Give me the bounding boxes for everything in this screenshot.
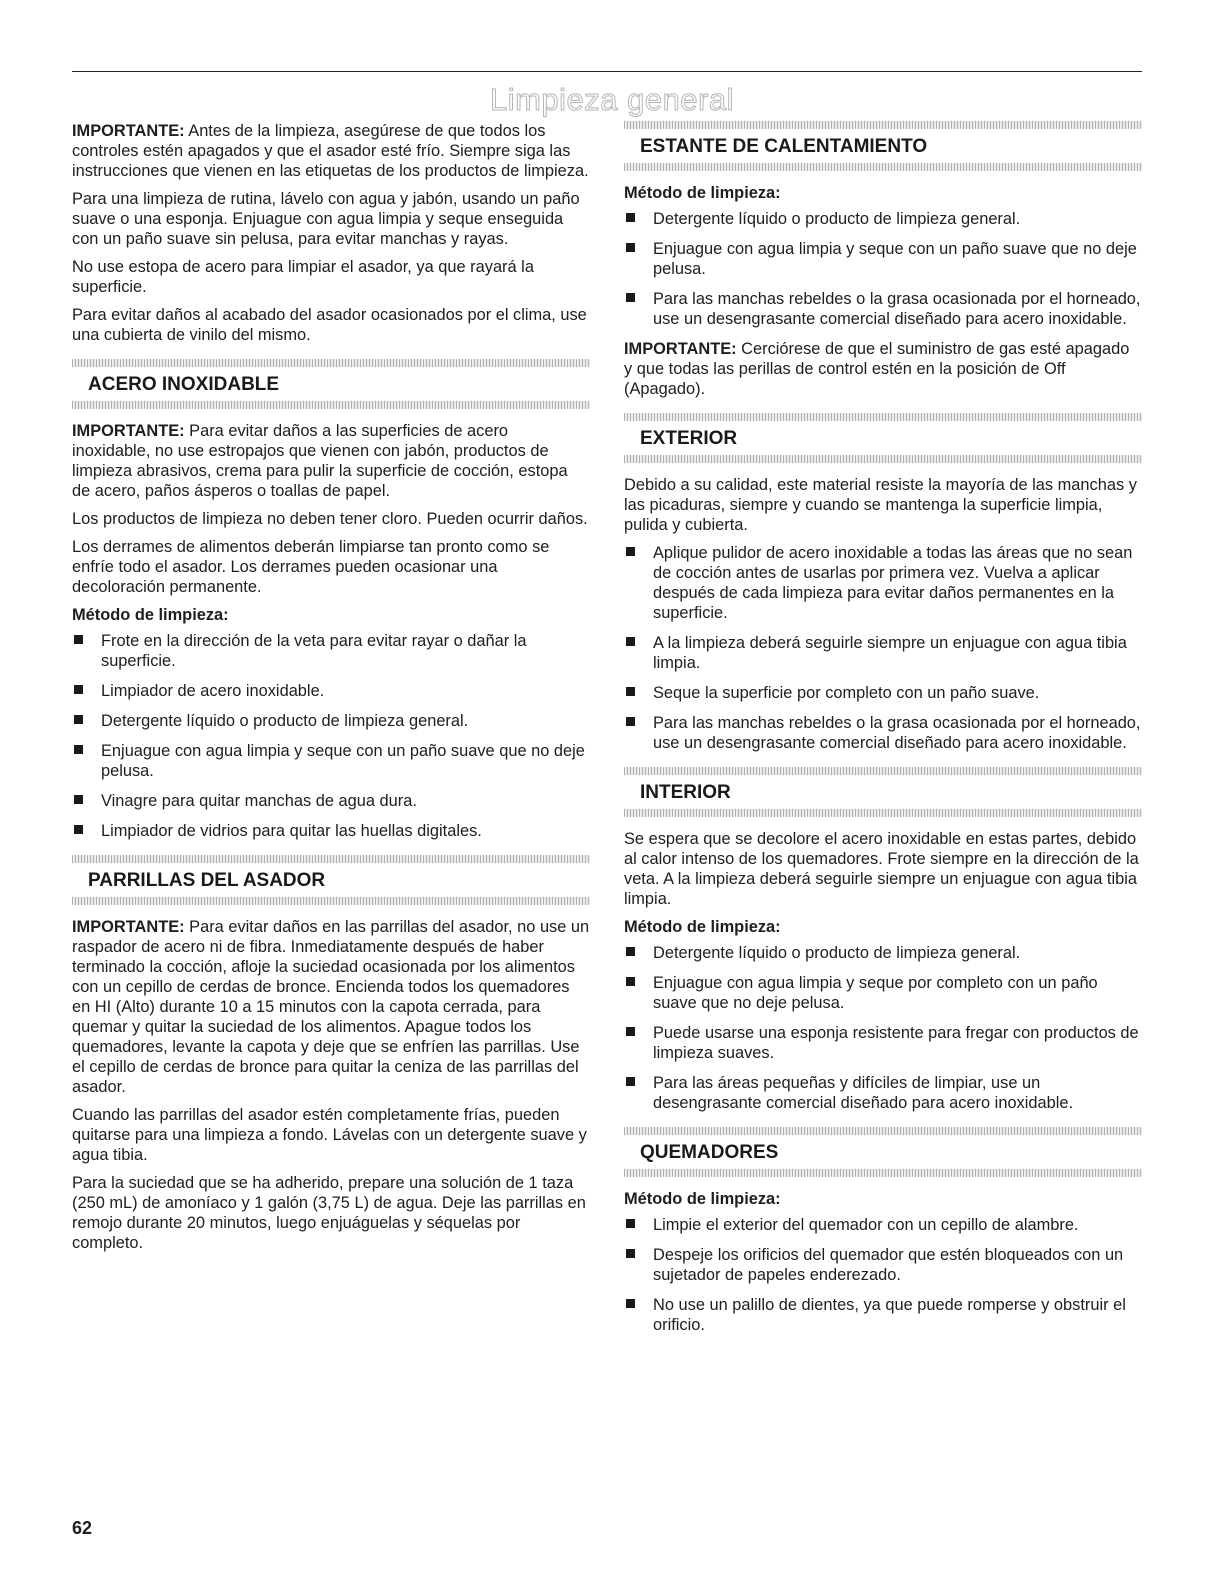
- method-heading: Método de limpieza:: [72, 606, 229, 624]
- bullet-icon: [626, 1249, 635, 1258]
- bullet-icon: [626, 243, 635, 252]
- bullet-icon: [626, 1219, 635, 1228]
- intro-paragraph: No use estopa de acero para limpiar el asador, ya que rayará la superficie.: [72, 258, 534, 296]
- method-heading: Método de limpieza:: [624, 1190, 781, 1208]
- list-item: Limpiador de acero inoxidable.: [72, 681, 590, 701]
- exterior-paragraph: Debido a su calidad, este material resiste la mayoría de las manchas y las picaduras, siempre y cuando se mantenga la superficie limpia, pulida y cubierta.: [624, 476, 1137, 534]
- section-band: [72, 359, 590, 367]
- bullet-icon: [626, 1027, 635, 1036]
- list-item: Frote en la dirección de la veta para evitar rayar o dañar la superficie.: [72, 631, 590, 671]
- parrillas-important: IMPORTANTE: Para evitar daños en las parrillas del asador, no use un raspador de acero ni de fibra. Inmediatamente después de haber terminado la cocción, afloje la suciedad ocasionada por los alimentos con un cepillo de cerdas de bronce. Encienda todos los quemadores en HI (Alto) durante 10 a 15 minutos con la capota cerrada, para quemar y quitar la suciedad de los alimentos. Apague todos los quemadores, levante la capota y deje que se enfríen las parrillas. Use el cepillo de cerdas de bronce para quitar la ceniza de las parrillas del asador.: [72, 918, 590, 1096]
- bullet-icon: [626, 1077, 635, 1086]
- list-item: Detergente líquido o producto de limpieza general.: [624, 943, 1142, 963]
- acero-paragraph: Los derrames de alimentos deberán limpiarse tan pronto como se enfríe todo el asador. Los derrames pueden ocasionar una decoloración permanente.: [72, 538, 550, 596]
- section-heading: ESTANTE DE CALENTAMIENTO: [640, 136, 928, 157]
- bullet-icon: [626, 637, 635, 646]
- list-item: Seque la superficie por completo con un paño suave.: [624, 683, 1142, 703]
- section-heading: PARRILLAS DEL ASADOR: [88, 870, 326, 891]
- method-heading: Método de limpieza:: [624, 184, 781, 202]
- section-band: [624, 455, 1142, 463]
- bullet-icon: [626, 977, 635, 986]
- section-band: [624, 1169, 1142, 1177]
- intro-paragraph: Para una limpieza de rutina, lávelo con agua y jabón, usando un paño suave o una esponja. Enjuague con agua limpia y seque enseguida con un paño suave sin pelusa, para evitar manchas y rayas.: [72, 190, 580, 248]
- left-column: [72, 121, 590, 1261]
- bullet-icon: [74, 795, 83, 804]
- intro-paragraph: Para evitar daños al acabado del asador ocasionados por el clima, use una cubierta de vinilo del mismo.: [72, 306, 587, 344]
- acero-important: IMPORTANTE: Para evitar daños a las superficies de acero inoxidable, no use estropajos que vienen con jabón, productos de limpieza abrasivos, crema para pulir la superficie de cocción, estopa de acero, paños ásperos o toallas de papel.: [72, 422, 568, 500]
- section-header-acero: [72, 359, 590, 409]
- parrillas-paragraph: Para la suciedad que se ha adherido, prepare una solución de 1 taza (250 mL) de amoníaco y 1 galón (3,75 L) de agua. Deje las parrillas en remojo durante 20 minutos, luego enjuáguelas y séquelas por completo.: [72, 1174, 586, 1252]
- top-rule: [72, 71, 1142, 72]
- acero-list: [72, 631, 590, 841]
- section-header-parrillas: [72, 855, 590, 905]
- section-band: [624, 809, 1142, 817]
- section-heading: QUEMADORES: [640, 1142, 779, 1163]
- interior-paragraph: Se espera que se decolore el acero inoxidable en estas partes, debido al calor intenso de los quemadores. Frote siempre en la dirección de la veta. A la limpieza deberá seguirle siempre un enjuague con agua tibia limpia.: [624, 830, 1139, 908]
- list-item: Detergente líquido o producto de limpieza general.: [624, 209, 1142, 229]
- list-item: Enjuague con agua limpia y seque con un paño suave que no deje pelusa.: [624, 239, 1142, 279]
- acero-paragraph: Los productos de limpieza no deben tener cloro. Pueden ocurrir daños.: [72, 510, 588, 528]
- section-band: [72, 855, 590, 863]
- quemadores-list: [624, 1215, 1142, 1335]
- list-item: A la limpieza deberá seguirle siempre un enjuague con agua tibia limpia.: [624, 633, 1142, 673]
- bullet-icon: [626, 717, 635, 726]
- bullet-icon: [74, 715, 83, 724]
- section-band: [624, 413, 1142, 421]
- list-item: Enjuague con agua limpia y seque con un paño suave que no deje pelusa.: [72, 741, 590, 781]
- list-item: Detergente líquido o producto de limpieza general.: [72, 711, 590, 731]
- intro-important: IMPORTANTE: Antes de la limpieza, asegúrese de que todos los controles estén apagados y que el asador esté frío. Siempre siga las instrucciones que vienen en las etiquetas de los productos de limpieza.: [72, 122, 589, 180]
- section-band: [72, 897, 590, 905]
- list-item: Despeje los orificios del quemador que estén bloqueados con un sujetador de papeles enderezado.: [624, 1245, 1142, 1285]
- list-item: Puede usarse una esponja resistente para fregar con productos de limpieza suaves.: [624, 1023, 1142, 1063]
- section-band: [624, 767, 1142, 775]
- parrillas-paragraph: Cuando las parrillas del asador estén completamente frías, pueden quitarse para una limpieza a fondo. Lávelas con un detergente suave y agua tibia.: [72, 1106, 587, 1164]
- section-band: [624, 121, 1142, 129]
- interior-list: [624, 943, 1142, 1113]
- section-band: [72, 401, 590, 409]
- bullet-icon: [626, 547, 635, 556]
- section-band: [624, 1127, 1142, 1135]
- bullet-icon: [626, 213, 635, 222]
- list-item: Limpiador de vidrios para quitar las huellas digitales.: [72, 821, 590, 841]
- bullet-icon: [74, 685, 83, 694]
- section-header-quemadores: [624, 1127, 1142, 1177]
- bullet-icon: [626, 687, 635, 696]
- section-band: [624, 163, 1142, 171]
- section-heading: INTERIOR: [640, 782, 731, 803]
- section-header-estante: [624, 121, 1142, 171]
- section-header-interior: [624, 767, 1142, 817]
- list-item: Vinagre para quitar manchas de agua dura.: [72, 791, 590, 811]
- bullet-icon: [626, 947, 635, 956]
- bullet-icon: [74, 745, 83, 754]
- list-item: Aplique pulidor de acero inoxidable a todas las áreas que no sean de cocción antes de usarlas por primera vez. Vuelva a aplicar después de cada limpieza para evitar daños permanentes en la superficie.: [624, 543, 1142, 623]
- list-item: Para las manchas rebeldes o la grasa ocasionada por el horneado, use un desengrasante comercial diseñado para acero inoxidable.: [624, 289, 1142, 329]
- estante-important: IMPORTANTE: Cerciórese de que el suministro de gas esté apagado y que todas las perillas de control estén en la posición de Off (Apagado).: [624, 340, 1130, 398]
- method-heading: Método de limpieza:: [624, 918, 781, 936]
- section-header-exterior: [624, 413, 1142, 463]
- bullet-icon: [626, 1299, 635, 1308]
- page-number: 62: [72, 1518, 93, 1538]
- section-heading: EXTERIOR: [640, 428, 738, 449]
- exterior-list: [624, 543, 1142, 753]
- page-title: Limpieza general: [489, 82, 735, 117]
- bullet-icon: [74, 825, 83, 834]
- right-column: [624, 121, 1142, 1345]
- bullet-icon: [626, 293, 635, 302]
- list-item: Para las manchas rebeldes o la grasa ocasionada por el horneado, use un desengrasante comercial diseñado para acero inoxidable.: [624, 713, 1142, 753]
- list-item: Enjuague con agua limpia y seque por completo con un paño suave que no deje pelusa.: [624, 973, 1142, 1013]
- list-item: No use un palillo de dientes, ya que puede romperse y obstruir el orificio.: [624, 1295, 1142, 1335]
- estante-list: [624, 209, 1142, 329]
- section-heading: ACERO INOXIDABLE: [88, 374, 280, 395]
- list-item: Limpie el exterior del quemador con un cepillo de alambre.: [624, 1215, 1142, 1235]
- bullet-icon: [74, 635, 83, 644]
- list-item: Para las áreas pequeñas y difíciles de limpiar, use un desengrasante comercial diseñado para acero inoxidable.: [624, 1073, 1142, 1113]
